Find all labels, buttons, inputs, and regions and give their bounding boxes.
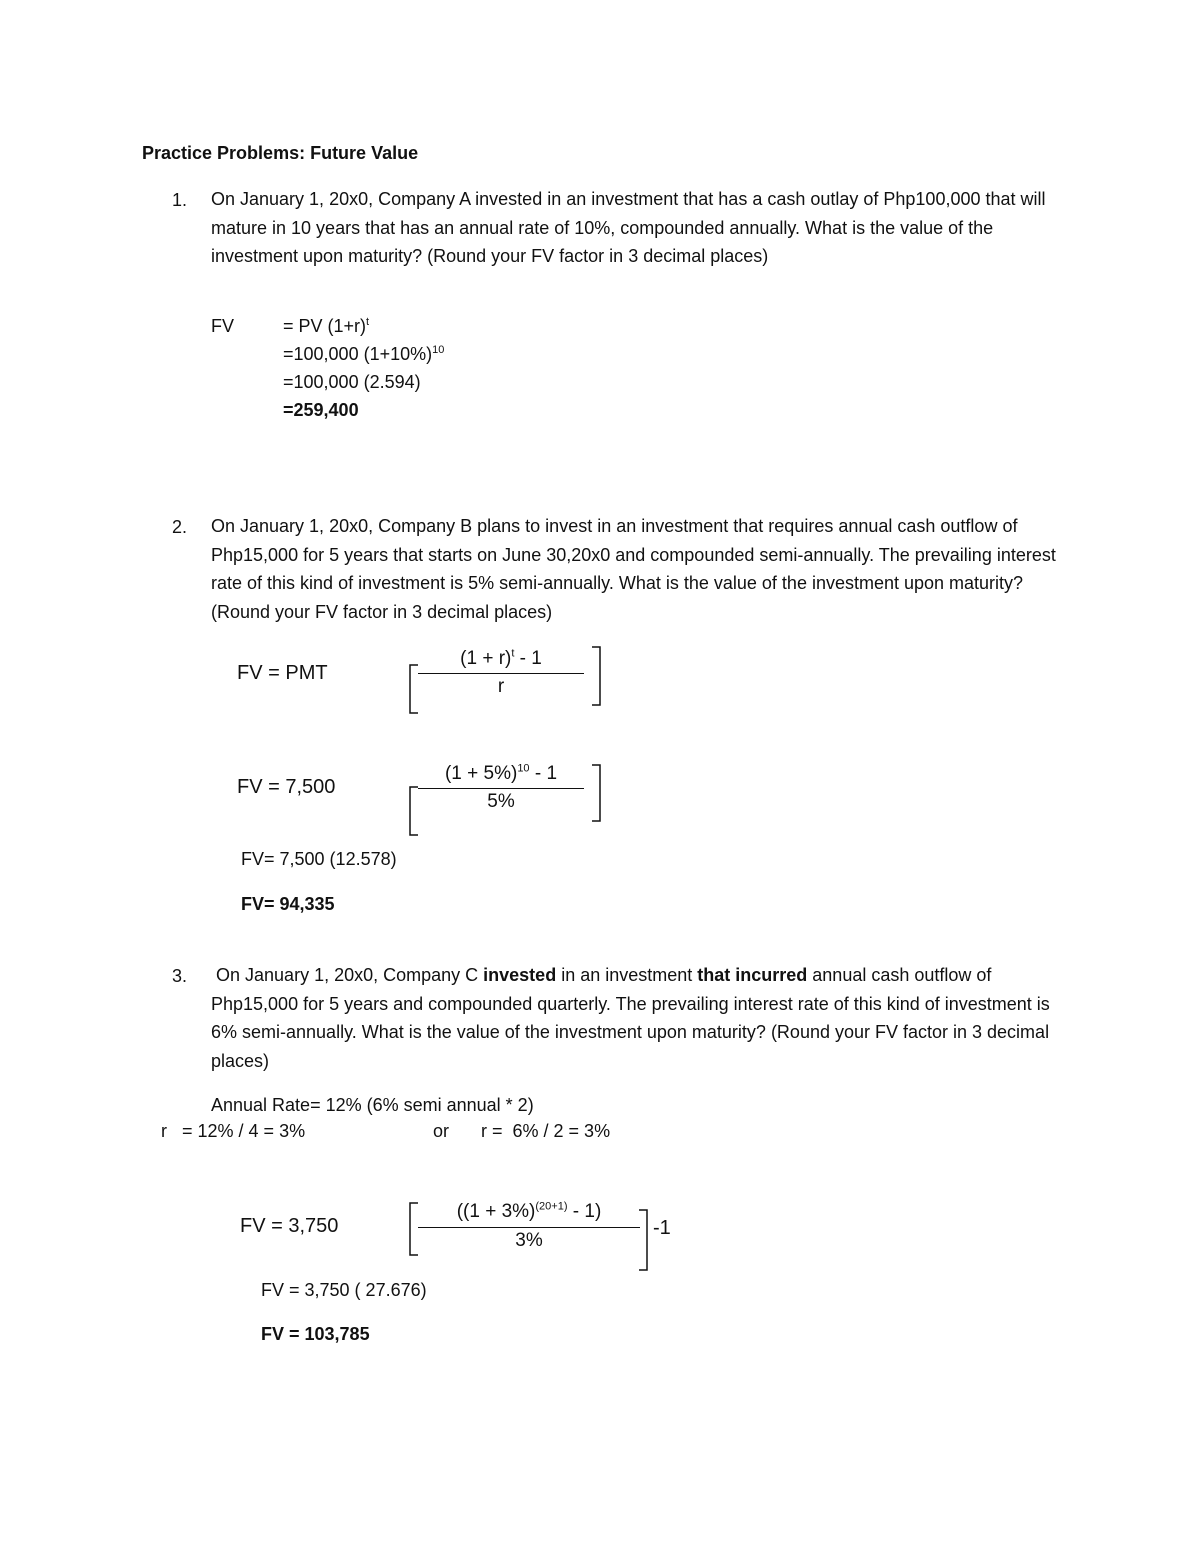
p2-calc-right-bracket [590, 765, 602, 825]
p3-factor-step: FV = 3,750 ( 27.676) [261, 1280, 427, 1300]
p2-formula-numerator: $(1 + r)^t - 1$ [460, 647, 542, 669]
problem-3-text: On January 1, 20x0, Company C invested in an investment that incurred annual cash outflow of Php15,000 for 5 years and compounded quarterly. The prevailing interest rate of this kind of investment is 6% semi-annually. What is the value of the investment upon maturity? (Round your FV factor in 3 decimal places) [211, 965, 1050, 1071]
p3-calc-numerator: $((1 + 3\%)^{(20+1)} - 1)$ [456, 1200, 602, 1222]
problem-1-text: On January 1, 20x0, Company A invested in an investment that has a cash outlay of Php100,000 that will mature in 10 years that has an annual rate of 10%, compounded annually. What is the value of the investment upon maturity? (Round your FV factor in 3 decimal places) [211, 189, 1046, 266]
p3-annual-rate: Annual Rate= 12% (6% semi annual * 2) [211, 1095, 534, 1115]
p3-calc-right-bracket [637, 1208, 649, 1272]
p3-calc-fraction-bar [418, 1227, 640, 1228]
p3-rate-or: or [433, 1121, 450, 1141]
p2-calc-numerator: $(1 + 5\%)^{10} - 1$ [444, 762, 558, 784]
p1-substitution-line: =100,000 $(1+10\%)^{10}$ [283, 344, 445, 364]
p2-formula-denominator: r [497, 676, 505, 697]
p2-answer: FV= 94,335 [241, 894, 335, 914]
p3-rate-semiannual: r = 6% / 2 = 3% [481, 1121, 611, 1141]
p2-factor-step: FV= 7,500 (12.578) [241, 849, 397, 869]
p2-calc-denominator: 5% [487, 791, 515, 812]
p2-formula-right-bracket [590, 647, 602, 709]
p2-formula-label: FV = PMT [237, 662, 328, 684]
p3-calc-denominator: 3% [515, 1230, 543, 1251]
p1-formula-line: = PV $(1+r)^t$ [283, 316, 370, 336]
p1-factor-line: =100,000 (2.594) [283, 372, 421, 392]
p3-answer: FV = 103,785 [261, 1324, 370, 1344]
p2-formula-fraction-bar [418, 673, 584, 674]
p1-answer: =259,400 [283, 400, 359, 420]
problem-3-number: 3. [172, 966, 188, 986]
p2-calc-fraction-bar [418, 788, 584, 789]
problem-2-text: On January 1, 20x0, Company B plans to invest in an investment that requires annual cash outflow of Php15,000 for 5 years that starts on June 30,20x0 and compounded semi-annually. The prevailing interest rate of this kind of investment is 5% semi-annually. What is the value of the investment upon maturity? (Round your FV factor in 3 decimal places) [211, 516, 1056, 622]
p1-fv-label: FV [211, 316, 235, 336]
page-title: Practice Problems: Future Value [142, 143, 419, 163]
p3-rate-quarterly: r = 12% / 4 = 3% [161, 1121, 306, 1141]
p3-calc-minus-one: -1 [653, 1217, 671, 1239]
problem-2-number: 2. [172, 517, 188, 537]
problem-1-number: 1. [172, 190, 188, 210]
p2-calc-label: FV = 7,500 [237, 776, 336, 798]
p3-calc-label: FV = 3,750 [240, 1215, 339, 1237]
